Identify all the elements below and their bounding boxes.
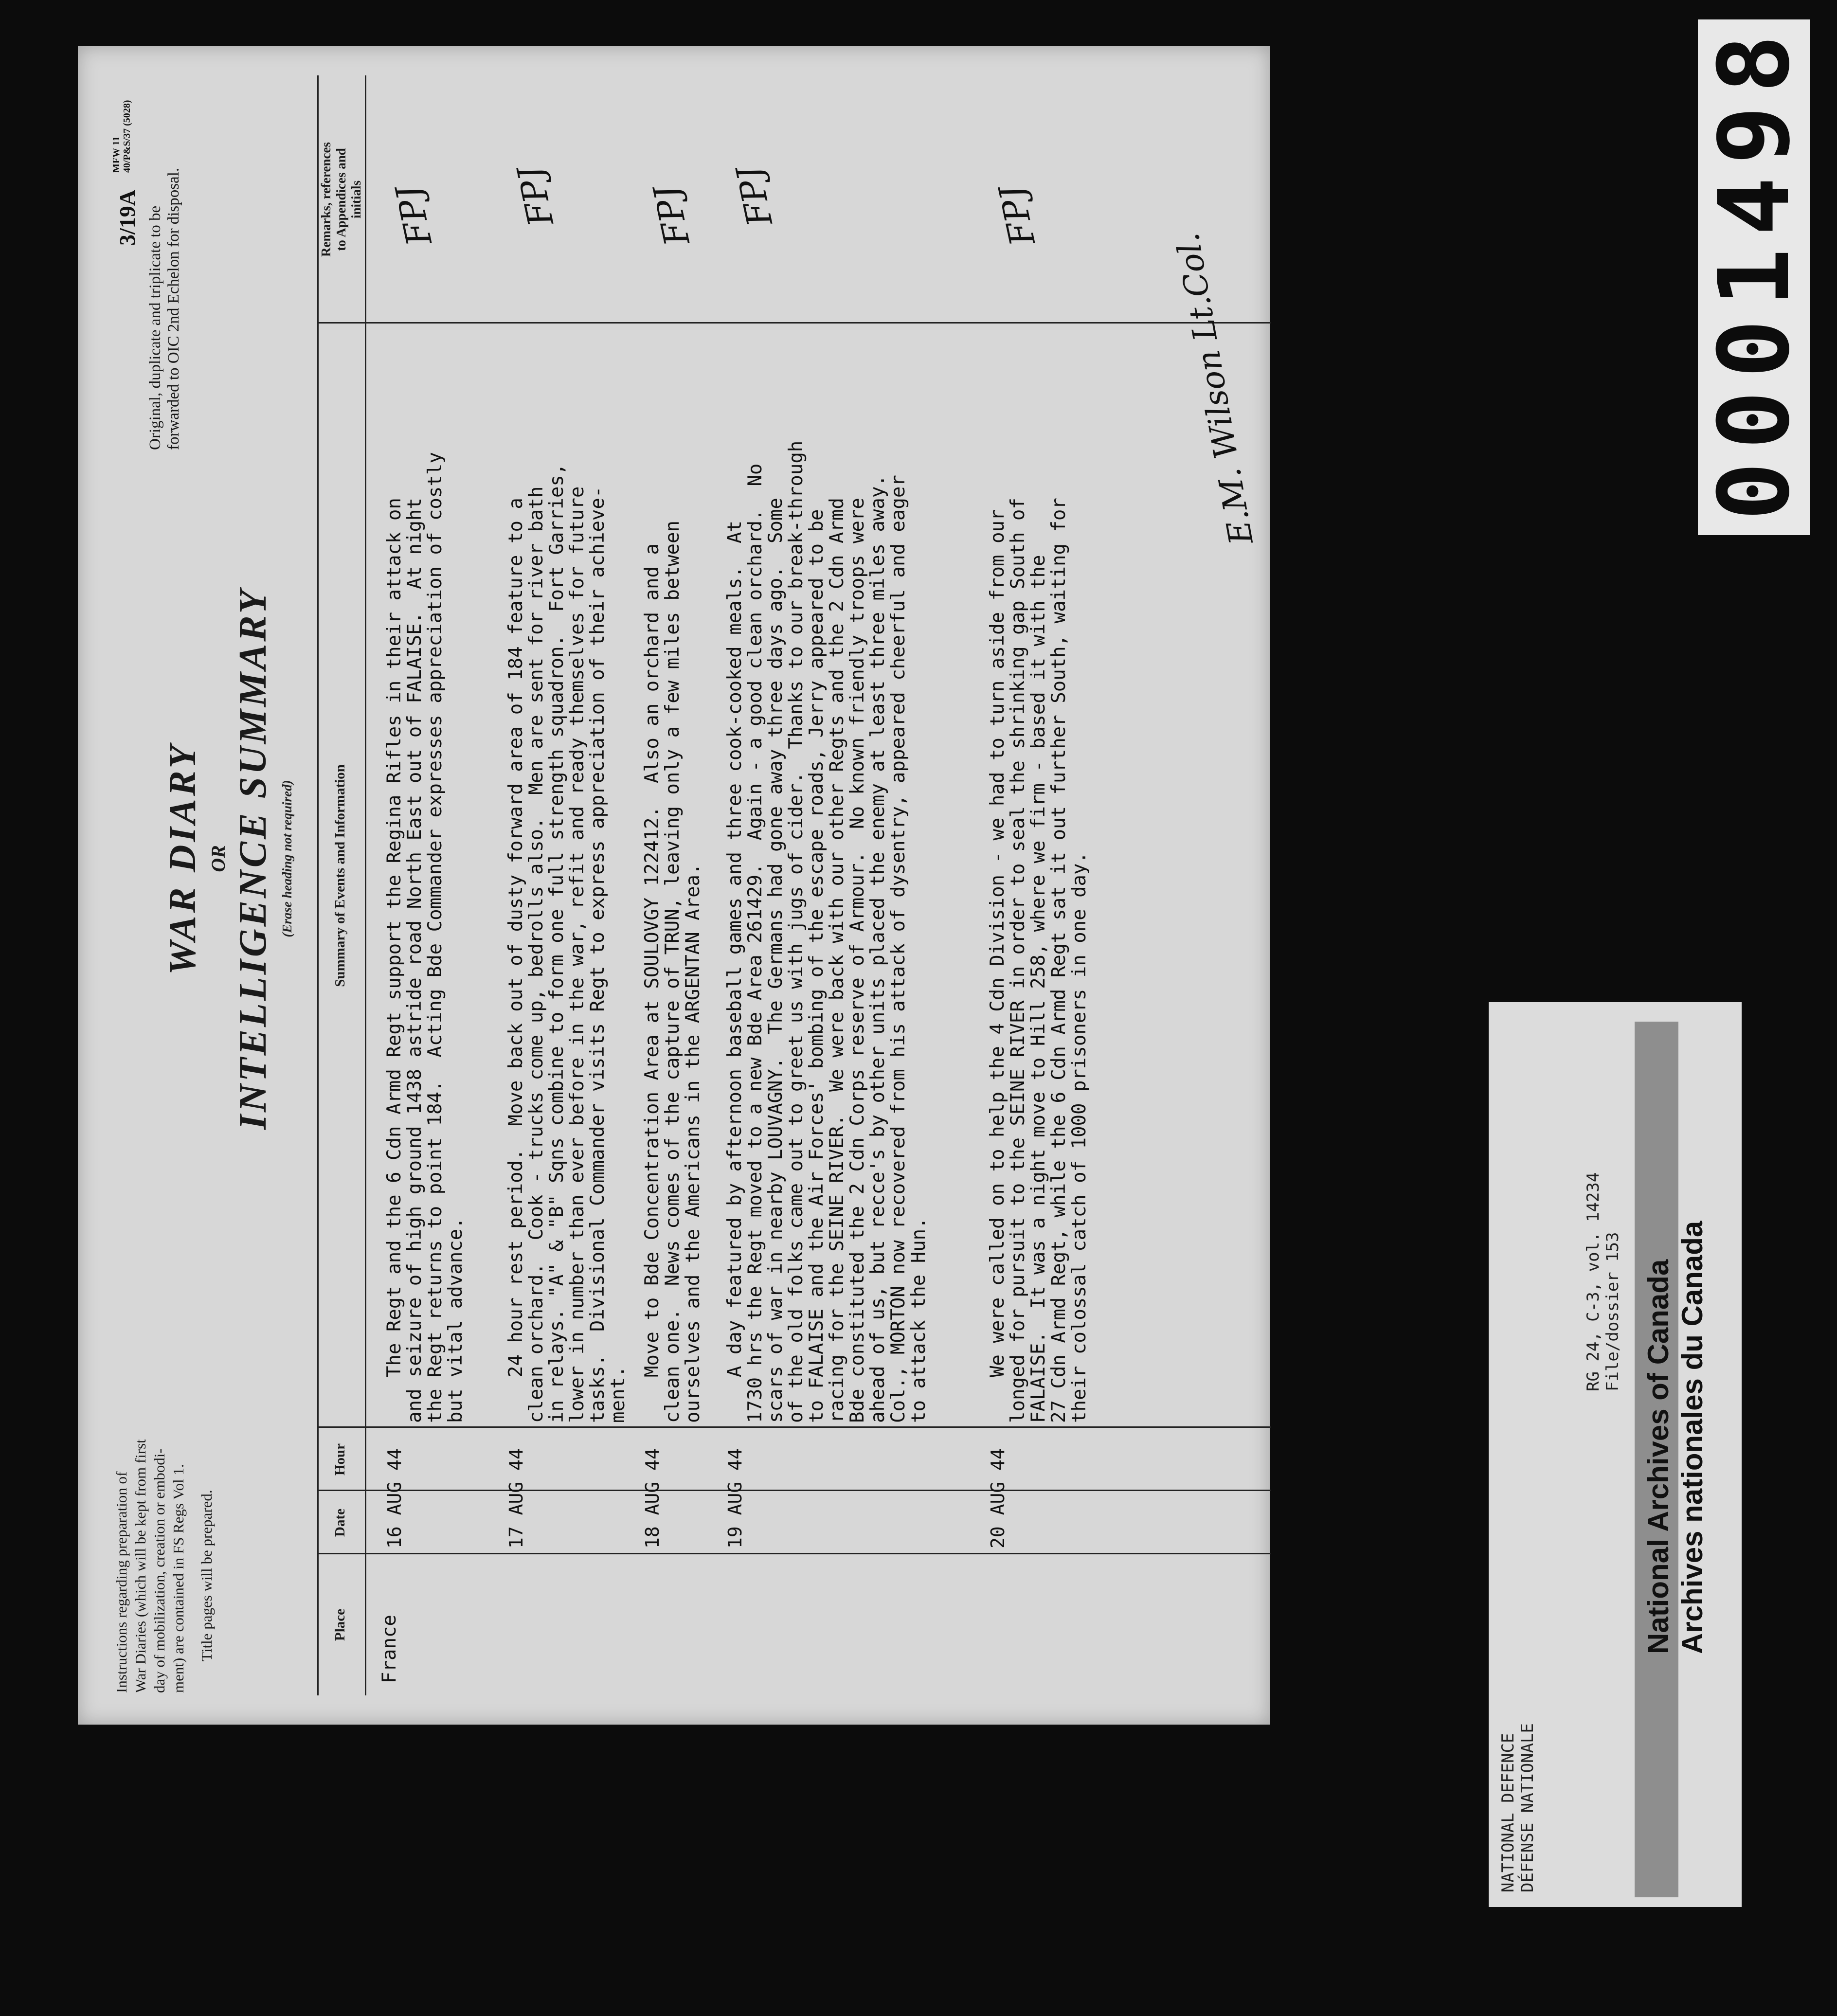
entry-date: 18 AUG 44 [642,1448,663,1548]
place-cell: France [378,1615,400,1683]
col-remarks-header: Remarks, references to Appendices and initials [319,142,363,257]
form-id: 3/19A [115,190,140,246]
entry-line: of the old folks came out to greet us with jugs of cider. Thanks to our break-through [785,440,807,1423]
entry-line: racing for the SEINE RIVER. We were back with our other Regts and the 2 Cdn Armd [826,498,848,1423]
col-hour-header: Hour [332,1443,348,1476]
entry-line: clean one. News comes of the capture of TRUN, leaving only a few miles between [662,521,684,1423]
entry-line: in relays. "A" & "B" Sqns combine to form one full strength squadron. Fort Garries, [546,463,568,1423]
title-or: OR [207,845,229,872]
entry-date: 17 AUG 44 [505,1448,527,1548]
archives-name-en: National Archives of Canada [1642,1259,1675,1654]
entry-summary [384,452,466,1423]
entry-line: scars of war in nearby LOUVAGNY. The Germans had gone away three days ago. Some [765,498,787,1423]
entry-line: A day featured by afternoon baseball games and three cook-cooked meals. At [724,521,746,1423]
entry-line: 24 hour rest period. Move back out of dusty forward area of 184 feature to a [505,498,527,1423]
entry-line: FALAISE. It was a night move to Hill 258, where we firm - based it with the [1027,555,1049,1423]
page-number-strip [1698,19,1810,535]
col-summary-header: Summary of Events and Information [332,764,348,987]
entry-line: We were called on to help the 4 Cdn Division - we had to turn aside from our [987,509,1009,1423]
archive-reference: RG 24, C-3, vol. 14234 File/dossier 153 [1584,1172,1622,1391]
entry-date: 19 AUG 44 [724,1448,746,1548]
entry-summary [506,464,629,1423]
title-pages-note: Title pages will be prepared. [198,1490,215,1661]
entry-line: to FALAISE and the Air Forces' bombing of the escape roads, Jerry appeared to be [806,509,828,1423]
entry-line: ourselves and the Americans in the ARGENTAN Area. [682,863,704,1423]
title-erase-note: (Erase heading not required) [280,780,294,937]
entry-line: Move to Bde Concentration Area at SOULOVGY 122412. Also an orchard and a [641,543,663,1423]
form-code: MFW 11 40/P&S/37 (5028) [111,100,132,173]
signature: E.M. Wilson Lt.Col. [1169,230,1261,547]
entry-line: 27 Cdn Armd Regt, while the 6 Cdn Armd Regt sat it out further South, waiting for [1048,498,1070,1423]
entry-line: Bde constituted the 2 Cdn Corps reserve of Armour. No known friendly troops were [846,498,868,1423]
entry-line: The Regt and the 6 Cdn Armd Regt support the Regina Rifles in their attack on [383,498,405,1423]
instructions-text: Instructions regarding preparation of War Diaries (which will be kept from first day of mobilization, creation or embodi- ment) are contained in FS Regs Vol 1. [113,1439,187,1693]
entry-line: 1730 hrs the Regt moved to a new Bde Area 261429. Again - a good clean orchard. No [744,463,766,1423]
entry-line: Col., MORTON now recovered from his attack of dysentry, appeared cheerful and eager [887,475,909,1423]
col-place-header: Place [332,1609,348,1641]
disposal-note: Original, duplicate and triplicate to be forwarded to OIC 2nd Echelon for disposal. [146,167,182,450]
archives-name-fr: Archives nationales du Canada [1676,1221,1709,1654]
entry-initials: FPJ [646,182,698,250]
entry-line: their colossal catch of 1000 prisoners in one day. [1068,852,1090,1423]
archive-label-strip [1489,1002,1742,1907]
page-number: 0001498 [1698,22,1811,521]
entry-line: the Regt returns to point 184. Acting Bde Commander expresses appreciation of costly [424,452,446,1423]
entry-line: clean orchard. Cook - trucks come up, bedrolls also. Men are sent for river bath [525,486,547,1423]
entry-line: ment. [607,1366,629,1423]
entry-line: but vital advance. [445,1217,467,1423]
entry-summary [988,498,1090,1423]
dept-label: NATIONAL DEFENCE DÉFENSE NATIONALE [1498,1723,1537,1892]
entry-line: lower in number than ever before in the war, refit and ready themselves for future [566,486,588,1423]
entry-summary [642,521,703,1423]
entry-date: 20 AUG 44 [987,1448,1009,1548]
entry-line: and seizure of high ground 1438 astride road North East out of FALAISE. At night [404,498,426,1423]
entry-initials: FPJ [510,162,561,230]
entry-line: longed for pursuit to the SEINE RIVER in order to seal the shrinking gap South of [1007,498,1029,1423]
diary-entries [78,46,1270,1725]
entry-initials: FPJ [729,162,780,230]
entry-line: to attack the Hun. [908,1217,930,1423]
rotated-content [78,46,1270,1725]
entry-date: 16 AUG 44 [384,1448,405,1548]
entry-line: tasks. Divisional Commander visits Regt to express appreciation of their achieve- [587,486,609,1423]
title-war-diary: WAR DIARY [161,742,203,975]
entry-line: ahead of us, but recce's by other units placed the enemy at least three miles away. [867,475,889,1423]
entry-initials: FPJ [388,182,440,250]
entry-initials: FPJ [991,182,1043,250]
war-diary-sheet [78,46,1270,1725]
title-intelligence-summary: INTELLIGENCE SUMMARY [232,587,274,1130]
col-date-header: Date [332,1509,348,1537]
entry-summary [725,441,929,1423]
